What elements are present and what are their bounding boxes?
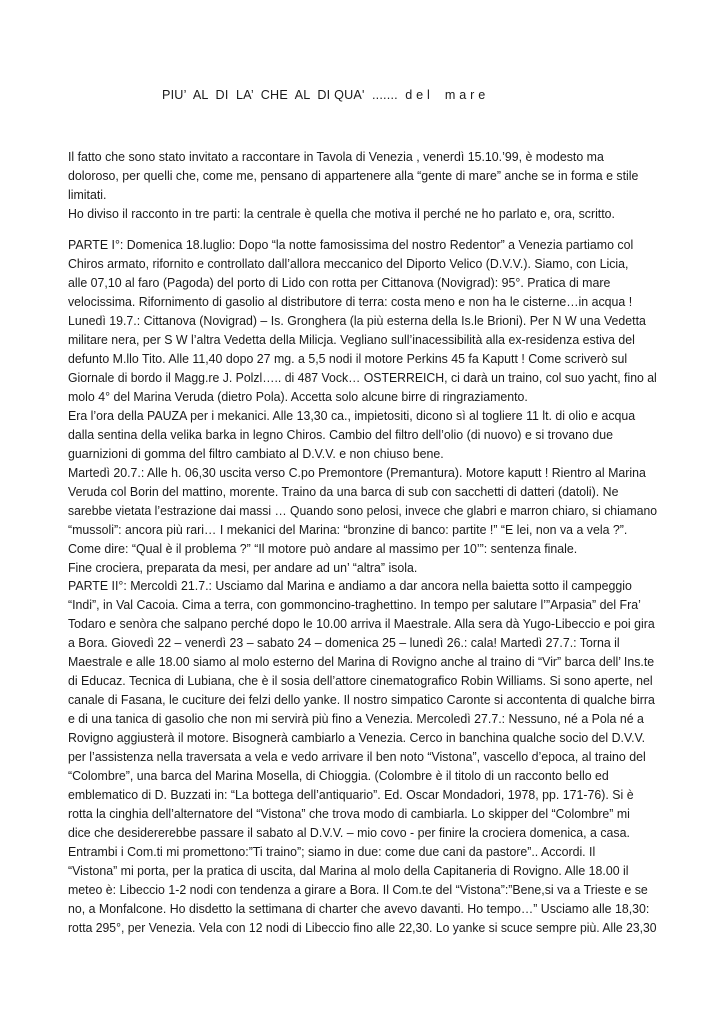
paragraph-parte-1 xyxy=(68,236,668,578)
text-line: rotta 295°, per Venezia. Vela con 12 nodi di Libeccio fino alle 22,30. Lo yanke si scuce sempre più. Alle 23,30 xyxy=(68,921,657,935)
text-line: Veruda col Borin del mattino, morente. Traino da una barca di sub con sacchetti di datteri (datoli). Ne xyxy=(68,485,619,499)
text-line: “Vistona” mi porta, per la pratica di uscita, dal Marina al molo della Capitaneria di Rovigno. Alle 18.00 il xyxy=(68,864,629,878)
text-line: Come dire: “Qual è il problema ?” “Il motore può andare al massimo per 10’”: sentenza finale. xyxy=(68,542,578,556)
text-line: Il fatto che sono stato invitato a raccontare in Tavola di Venezia , venerdì 15.10.’99, è modesto ma xyxy=(68,150,604,164)
text-line: Era l’ora della PAUZA per i mekanici. Alle 13,30 ca., impietositi, dicono sì al togliere 11 lt. di olio e acqua xyxy=(68,409,636,423)
text-line: Entrambi i Com.ti mi promettono:”Ti traino”; siamo in due: come due cani da pastore”.. Accordi. Il xyxy=(68,845,596,859)
text-line: Todaro e senòra che salpano perché dopo le 10.00 arriva il Maestrale. Alla sera dà Yugo-Libeccio e poi gira xyxy=(68,617,655,631)
text-line: emblematico di D. Buzzati in: “La bottega dell’antiquario”. Ed. Oscar Mondadori, 1978, pp. 171-76). Si è xyxy=(68,788,634,802)
text-line: di Educaz. Tecnica di Lubiana, che è il sosia dell’attore cinematografico Robin Williams. Si sono aperte, nel xyxy=(68,674,653,688)
text-line: defunto M.llo Tito. Alle 11,40 dopo 27 mg. a 5,5 nodi il motore Perkins 45 fa Kaputt ! Come scriverò sul xyxy=(68,352,628,366)
paragraph-parte-2 xyxy=(68,577,668,938)
text-line: Chiros armato, rifornito e controllato dall’allora meccanico del Diporto Velico (D.V.V.). Siamo, con Licia, xyxy=(68,257,629,271)
text-line: PARTE II°: Mercoldì 21.7.: Usciamo dal Marina e andiamo a dar ancora nella baietta sotto il campeggio xyxy=(68,579,632,593)
text-line: rotta la cinghia dell’alternatore del “Vistona” che trova modo di cambiarla. Lo skipper del “Colombre” mi xyxy=(68,807,630,821)
text-line: a Bora. Giovedì 22 – venerdì 23 – sabato 24 – domenica 25 – lunedì 26.: cala! Martedì 27.7.: Torna il xyxy=(68,636,620,650)
text-line: doloroso, per quelli che, come me, pensano di appartenere alla “gente di mare” anche se in forma e stile xyxy=(68,169,639,183)
text-line: Giornale di bordo il Magg.re J. Polzl….. di 487 Vock… OSTERREICH, ci darà un traino, col suo yacht, fino al xyxy=(68,371,657,385)
text-line: Lunedì 19.7.: Cittanova (Novigrad) – Is. Gronghera (la più esterna della Is.le Brioni). Per N W una Vedetta xyxy=(68,314,646,328)
text-line: e di una tanica di gasolio che non mi servirà più fino a Venezia. Mercoledì 27.7.: Nessuno, né a Pola né a xyxy=(68,712,644,726)
text-line: “Colombre”, una barca del Marina Mosella, di Chioggia. (Colombre è il titolo di un racconto bello ed xyxy=(68,769,609,783)
text-line: per l’assistenza nella traversata a vela e vedo arrivare il ben noto “Vistona”, vascello d’epoca, al traino del xyxy=(68,750,646,764)
text-line: dice che desidererebbe passare il sabato al D.V.V. – mio covo - per finire la crociera domenica, a casa. xyxy=(68,826,630,840)
text-line: “mussoli”: ancora più rari… I mekanici del Marina: “bronzine di banco: partite !” “E lei, non va a vela ?”. xyxy=(68,523,628,537)
text-line: “Indi”, in Val Cacoia. Cima a terra, con gommoncino-traghettino. In tempo per salutare l’”Arpasia” del Fra’ xyxy=(68,598,641,612)
text-line: meteo è: Libeccio 1-2 nodi con tendenza a girare a Bora. Il Com.te del “Vistona”:”Bene,si va a Trieste e se xyxy=(68,883,648,897)
document-title: PIU’ AL DI LA’ CHE AL DI QUA' ....... d e l m a r e xyxy=(162,88,486,102)
text-line: no, a Monfalcone. Ho disdetto la settimana di charter che avevo davanti. Ho tempo…” Usciamo alle 18,30: xyxy=(68,902,650,916)
text-line: militare nera, per S W l’altra Vedetta della Milicja. Vegliano sull’inacessibilità alla ex-residenza estiva del xyxy=(68,333,635,347)
text-line: Rovigno aggiusterà il motore. Bisognerà cambiarlo a Venezia. Cerco in banchina qualche socio del D.V.V. xyxy=(68,731,646,745)
text-line: Ho diviso il racconto in tre parti: la centrale è quella che motiva il perché ne ho parlato e, ora, scritto. xyxy=(68,207,616,221)
text-line: dalla sentina della velika barka in legno Chiros. Cambio del filtro dell’olio (di nuovo) e si trovano due xyxy=(68,428,613,442)
text-line: canale di Fasana, le cuciture dei felzi dello yanke. Il nostro simpatico Caronte si accontenta di qualche birra xyxy=(68,693,655,707)
text-line: guarnizioni di gomma del filtro cambiato al D.V.V. e non chiuso bene. xyxy=(68,447,444,461)
text-line: molo 4° del Marina Veruda (dietro Pola). Accetta solo alcune birre di ringraziamento. xyxy=(68,390,528,404)
text-line: alle 07,10 al faro (Pagoda) del porto di Lido con rotta per Cittanova (Novigrad): 95°. Pratica di mare xyxy=(68,276,611,290)
text-line: sarebbe vietata l’estrazione dai massi … Quando sono pelosi, invece che glabri e marron chiaro, si chiamano xyxy=(68,504,658,518)
text-line: Maestrale e alle 18.00 siamo al molo esterno del Marina di Rovigno anche al traino di “Vir” barca dell’ Ins.te xyxy=(68,655,655,669)
text-line: velocissima. Rifornimento di gasolio al distributore di terra: costa meno e non ha le cisterne…in acqua ! xyxy=(68,295,633,309)
paragraph-intro xyxy=(68,148,668,224)
text-line: limitati. xyxy=(68,188,107,202)
text-line: Martedì 20.7.: Alle h. 06,30 uscita verso C.po Premontore (Premantura). Motore kaputt ! Rientro al Marina xyxy=(68,466,646,480)
text-line: PARTE I°: Domenica 18.luglio: Dopo “la notte famosissima del nostro Redentor” a Venezia partiamo col xyxy=(68,238,634,252)
text-line: Fine crociera, preparata da mesi, per andare ad un’ “altra” isola. xyxy=(68,561,418,575)
